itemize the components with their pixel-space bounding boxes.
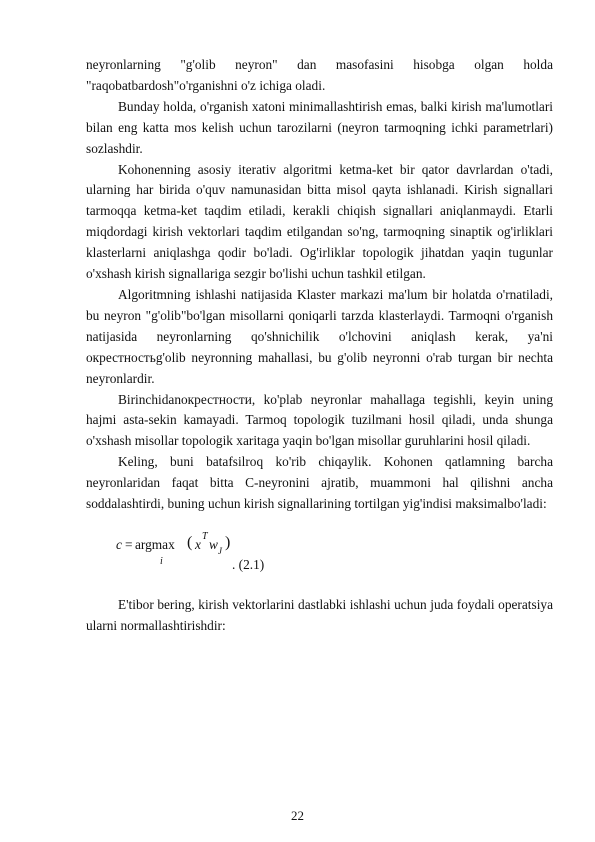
equation-number: . (2.1) bbox=[232, 556, 265, 572]
paragraph-1: neyronlarning "g'olib neyron" dan masofasini hisobga olgan holda "raqobatbardosh"o'rganishni o'z ichiga oladi. bbox=[86, 57, 553, 93]
formula-right-paren: ) bbox=[225, 533, 231, 551]
document-page bbox=[86, 55, 553, 637]
formula-lhs: c bbox=[116, 536, 122, 552]
paragraph-7: E'tibor bering, kirish vektorlarini dastlabki ishlashi uchun juda foydali operatsiya ularni normallashtirishdir: bbox=[86, 596, 553, 633]
paragraph-4: Algoritmning ishlashi natijasida Klaster markazi ma'lum bir holatda o'rnatiladi, bu neyron "g'olib"bo'lgan misollarni qoniqarli tarzda klasterlaydi. Tarmoqni o'rganish natijasida neyronlarning qo'shnichilik o'lchovini aniqlash kerak, ya'ni окрестностьg'olib neyronning mahallasi, bu g'olib neyronni o'rab turgan bir nechta neyronlardir. bbox=[86, 286, 553, 386]
formula-var-w: w bbox=[209, 536, 218, 552]
formula-superscript-t: T bbox=[202, 530, 208, 542]
paragraph-5: Birinchidanокрестности, ko'plab neyronlar mahallaga tegishli, keyin uning hajmi asta-sekin kamayadi. Tarmoq topologik tuzilmani hosil qiladi, unda shunga o'xshash misollar topologik xaritaga yaqin bo'lgan misollar guruhlarini hosil qiladi. bbox=[86, 391, 553, 449]
formula-operator-subscript: i bbox=[160, 555, 163, 567]
formula-var-x: x bbox=[195, 536, 201, 552]
paragraph-2: Bunday holda, o'rganish xatoni minimallashtirish emas, balki kirish ma'lumotlari bilan eng katta mos kelish uchun tarozilarni (neyron tarmoqning ichki parametrlari) sozlashdir. bbox=[86, 98, 553, 156]
formula-subscript-j: J bbox=[218, 545, 222, 556]
formula-operator: argmax bbox=[135, 536, 175, 552]
paragraph-3: Kohonenning asosiy iterativ algoritmi ketma-ket bir qator davrlardan o'tadi, ularning har birida o'quv namunasidan bitta misol qayta ishlanadi. Kirish signallari tarmoqqa ketma-ket taqdim etiladi, kerakli chiqish signallari aniqlanmaydi. Etarli miqdordagi kirish vektorlari taqdim etilgandan so'ng, tarmoqning sinaptik og'irliklari klasterlarni aniqlashga qodir bo'ladi. Og'irliklar topologik jihatdan yaqin tugunlar o'xshash kirish signallariga sezgir bo'lishi uchun tashkil etilgan. bbox=[86, 161, 553, 282]
page-number: 22 bbox=[291, 808, 304, 823]
paragraph-6: Keling, buni batafsilroq ko'rib chiqaylik. Kohonen qatlamning barcha neyronlaridan faqat bitta C-neyronini ajratib, muammoni hal qilishni ancha soddalashtirdi, buning uchun kirish signallarining tortilgan yig'indisi maksimalbo'ladi: bbox=[86, 454, 553, 512]
formula-equals: = bbox=[125, 536, 133, 552]
equation-2-1 bbox=[86, 530, 553, 581]
formula-left-paren: ( bbox=[187, 533, 193, 551]
